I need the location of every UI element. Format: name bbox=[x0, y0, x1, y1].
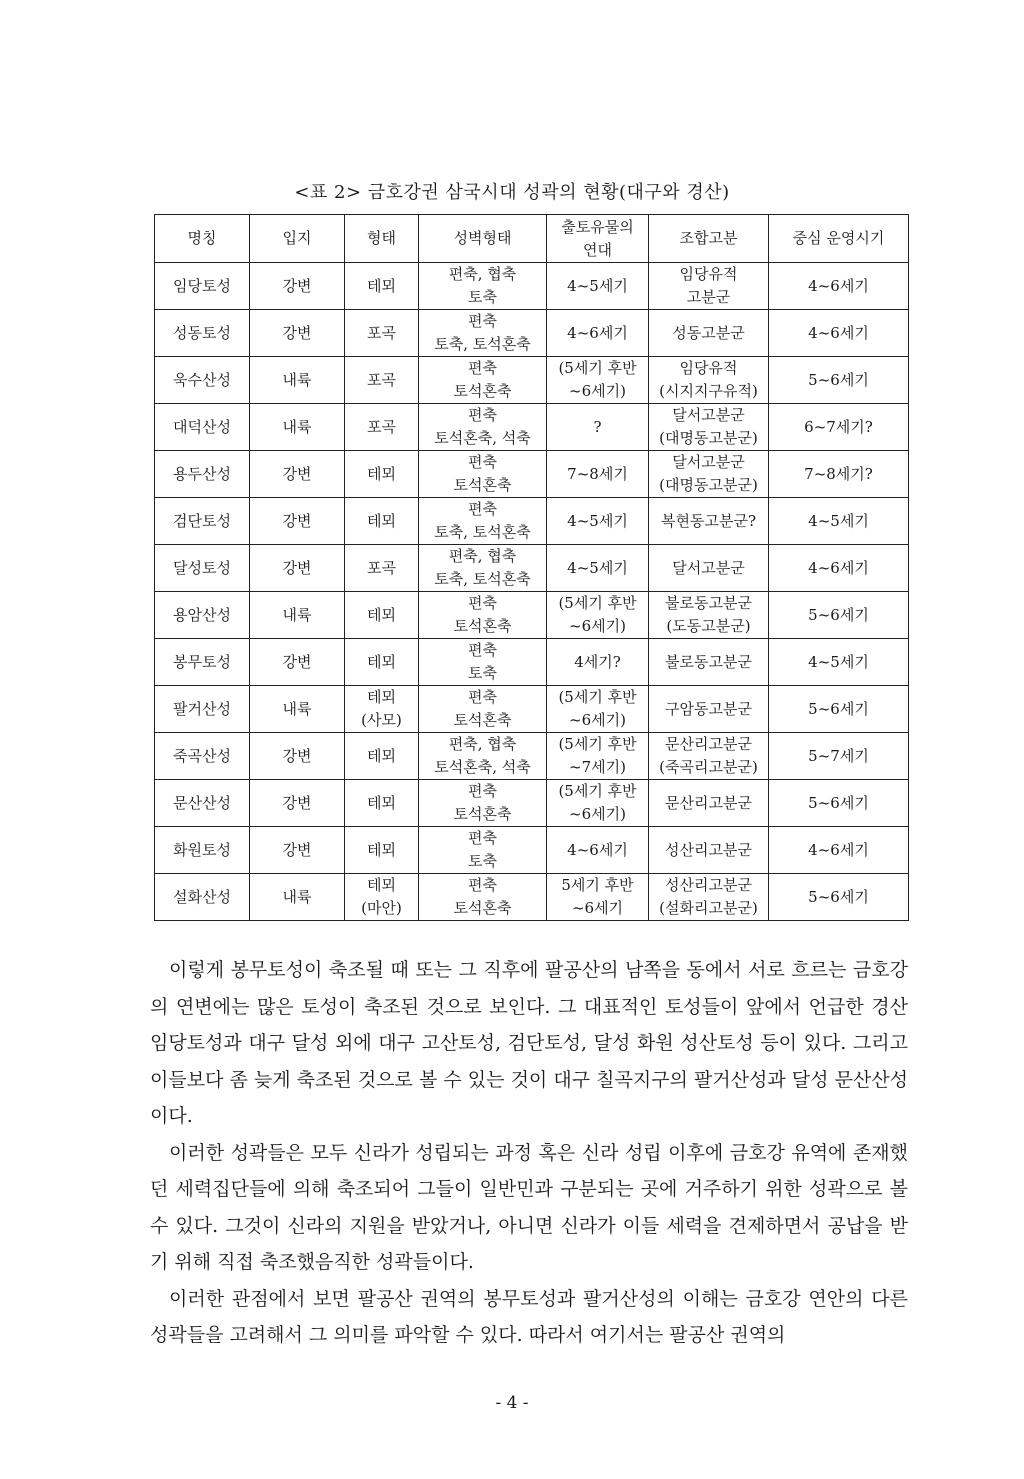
cell-text-line: 5~6세기 bbox=[808, 887, 869, 906]
column-header bbox=[769, 215, 909, 263]
cell-text-line: 4~5세기 bbox=[567, 276, 628, 295]
cell-text-line: 내륙 bbox=[282, 699, 312, 718]
table-cell bbox=[547, 498, 649, 545]
cell-text-line: 팔거산성 bbox=[173, 699, 231, 718]
table-cell bbox=[649, 780, 769, 827]
cell-text-line: 5세기 후반 bbox=[561, 876, 634, 894]
cell-text-line: 토석혼축 bbox=[453, 805, 512, 823]
cell-text-line: 임당유적 bbox=[679, 359, 738, 377]
table-cell bbox=[419, 874, 547, 921]
table-cell bbox=[547, 451, 649, 498]
cell-text-line: 4~6세기 bbox=[808, 276, 869, 295]
table-cell bbox=[345, 545, 419, 592]
table-cell bbox=[769, 733, 909, 780]
paragraph: 이렇게 봉무토성이 축조될 때 또는 그 직후에 팔공산의 남쪽을 동에서 서로 흐르는 금호강의 연변에는 많은 토성이 축조된 것으로 보인다. 그 대표적인 토성들이 앞에서 언급한 경산 임당토성과 대구 달성 외에 대구 고산토성, 검단토성, 달성 화원 성산토성 등이 있다. 그리고 이들보다 좀 늦게 축조된 것으로 볼 수 있는 것이 대구 칠곡지구의 팔거산성과 달성 문산산성이다. bbox=[150, 959, 908, 1127]
cell-text-line: (5세기 후반 bbox=[558, 594, 637, 612]
cell-text-line: 테뫼 bbox=[367, 464, 396, 483]
cell-text-line: 편축 bbox=[468, 406, 497, 424]
table-cell bbox=[769, 592, 909, 639]
cell-text-line: 강변 bbox=[282, 323, 312, 342]
cell-text-line: 용암산성 bbox=[173, 605, 231, 624]
cell-text-line: 4~6세기 bbox=[567, 840, 628, 859]
cell-text-line: 테뫼 bbox=[367, 876, 396, 894]
cell-text-line: 4~5세기 bbox=[808, 652, 869, 671]
cell-text-line: 토축, 토석혼축 bbox=[434, 335, 531, 353]
cell-text-line: 대덕산성 bbox=[173, 417, 231, 436]
table-cell bbox=[769, 263, 909, 310]
cell-text-line: 토석혼축, 석축 bbox=[434, 758, 531, 776]
table-cell bbox=[155, 498, 250, 545]
cell-text-line: 5~6세기 bbox=[808, 699, 869, 718]
table-cell bbox=[155, 357, 250, 404]
table-row bbox=[155, 639, 909, 686]
table-cell bbox=[250, 639, 345, 686]
table-cell bbox=[155, 639, 250, 686]
cell-text-line: 죽곡산성 bbox=[173, 746, 231, 765]
cell-text-line: (5세기 후반 bbox=[558, 359, 637, 377]
table-cell bbox=[649, 451, 769, 498]
table-cell bbox=[250, 357, 345, 404]
cell-text-line: 강변 bbox=[282, 840, 312, 859]
cell-text-line: 문산산성 bbox=[173, 793, 231, 812]
table-cell bbox=[250, 780, 345, 827]
cell-text-line: 토석혼축 bbox=[453, 617, 512, 635]
cell-text-line: 7~8세기 bbox=[567, 464, 628, 483]
cell-text-line: 테뫼 bbox=[367, 276, 396, 295]
cell-text-line: 토석혼축 bbox=[453, 899, 512, 917]
cell-text-line: 검단토성 bbox=[173, 511, 231, 530]
cell-text-line: 편축 bbox=[468, 876, 497, 894]
table-row bbox=[155, 592, 909, 639]
table-row bbox=[155, 404, 909, 451]
table-cell bbox=[155, 733, 250, 780]
table-caption: <표 2> 금호강권 삼국시대 성곽의 현황(대구와 경산) bbox=[294, 182, 730, 203]
table-cell bbox=[547, 639, 649, 686]
table-row bbox=[155, 780, 909, 827]
table-cell bbox=[155, 451, 250, 498]
table-cell bbox=[345, 733, 419, 780]
table-cell bbox=[345, 404, 419, 451]
cell-text-line: 토축, 토석혼축 bbox=[434, 523, 531, 541]
cell-text-line: 달성토성 bbox=[173, 558, 231, 577]
cell-text-line: (설화리고분군) bbox=[659, 899, 758, 917]
table-cell bbox=[345, 357, 419, 404]
cell-text-line: 테뫼 bbox=[367, 511, 396, 530]
cell-text-line: 편축 bbox=[468, 594, 497, 612]
cell-text-line: 내륙 bbox=[282, 887, 312, 906]
table-cell bbox=[649, 498, 769, 545]
cell-text-line: 강변 bbox=[282, 793, 312, 812]
cell-text-line: 설화산성 bbox=[173, 887, 231, 906]
table-cell bbox=[155, 404, 250, 451]
cell-text-line: 강변 bbox=[282, 558, 312, 577]
table-row bbox=[155, 498, 909, 545]
cell-text-line: 테뫼 bbox=[367, 840, 396, 859]
cell-text-line: 화원토성 bbox=[173, 840, 231, 859]
cell-text-line: 테뫼 bbox=[367, 605, 396, 624]
column-header bbox=[345, 215, 419, 263]
table-cell bbox=[345, 686, 419, 733]
cell-text-line: 7~8세기? bbox=[804, 464, 873, 483]
cell-text-line: 성벽형태 bbox=[453, 229, 512, 247]
table-cell bbox=[250, 733, 345, 780]
table-cell bbox=[345, 874, 419, 921]
table-cell bbox=[649, 639, 769, 686]
cell-text-line: 테뫼 bbox=[367, 793, 396, 812]
cell-text-line: 고분군 bbox=[686, 288, 731, 306]
cell-text-line: 포곡 bbox=[367, 370, 396, 389]
cell-text-line: 임당토성 bbox=[173, 276, 231, 295]
table-cell bbox=[250, 545, 345, 592]
castle-status-table bbox=[154, 214, 909, 921]
body-text bbox=[150, 952, 908, 1354]
table-row bbox=[155, 263, 909, 310]
table-cell bbox=[155, 310, 250, 357]
table-row bbox=[155, 357, 909, 404]
table-row bbox=[155, 733, 909, 780]
cell-text-line: 달서고분군 bbox=[672, 453, 745, 471]
table-cell bbox=[769, 545, 909, 592]
cell-text-line: ~6세기) bbox=[569, 617, 626, 635]
table-cell bbox=[345, 498, 419, 545]
cell-text-line: ? bbox=[593, 417, 602, 436]
table-cell bbox=[547, 263, 649, 310]
table-cell bbox=[155, 592, 250, 639]
table-cell bbox=[419, 827, 547, 874]
table-cell bbox=[769, 357, 909, 404]
table-cell bbox=[419, 263, 547, 310]
table-row bbox=[155, 451, 909, 498]
table-cell bbox=[419, 592, 547, 639]
cell-text-line: 강변 bbox=[282, 464, 312, 483]
cell-text-line: 조합고분 bbox=[679, 229, 738, 247]
cell-text-line: 편축 bbox=[468, 782, 497, 800]
table-cell bbox=[769, 310, 909, 357]
table-cell bbox=[419, 733, 547, 780]
table-cell bbox=[155, 874, 250, 921]
page-number: - 4 - bbox=[495, 1393, 529, 1413]
cell-text-line: 편축 bbox=[468, 359, 497, 377]
cell-text-line: 4~6세기 bbox=[567, 323, 628, 342]
cell-text-line: 편축 bbox=[468, 453, 497, 471]
table-cell bbox=[769, 498, 909, 545]
table-cell bbox=[649, 357, 769, 404]
table-cell bbox=[419, 451, 547, 498]
table-cell bbox=[547, 357, 649, 404]
paragraph: 이러한 성곽들은 모두 신라가 성립되는 과정 혹은 신라 성립 이후에 금호강 유역에 존재했던 세력집단들에 의해 축조되어 그들이 일반민과 구분되는 곳에 거주하기 위한 성곽으로 볼 수 있다. 그것이 신라의 지원을 받았거나, 아니면 신라가 이들 세력을 견제하면서 공납을 받기 위해 직접 축조했음직한 성곽들이다. bbox=[150, 1141, 908, 1273]
cell-text-line: (마안) bbox=[361, 899, 402, 917]
cell-text-line: 4~6세기 bbox=[808, 840, 869, 859]
table-row bbox=[155, 827, 909, 874]
table-row bbox=[155, 686, 909, 733]
cell-text-line: 성동토성 bbox=[173, 323, 231, 342]
table-cell bbox=[769, 404, 909, 451]
cell-text-line: (대명동고분군) bbox=[659, 429, 758, 447]
table-cell bbox=[345, 780, 419, 827]
table-cell bbox=[419, 639, 547, 686]
table-cell bbox=[345, 263, 419, 310]
paragraph: 이러한 관점에서 보면 팔공산 권역의 봉무토성과 팔거산성의 이해는 금호강 연안의 다른 성곽들을 고려해서 그 의미를 파악할 수 있다. 따라서 여기서는 팔공산 권역의 bbox=[150, 1287, 908, 1346]
cell-text-line: 토축 bbox=[468, 664, 497, 682]
table-cell bbox=[345, 592, 419, 639]
cell-text-line: 성산리고분군 bbox=[665, 876, 752, 894]
table-cell bbox=[250, 263, 345, 310]
table-body bbox=[155, 263, 909, 921]
cell-text-line: ~6세기 bbox=[571, 899, 624, 917]
cell-text-line: (시지지구유적) bbox=[659, 382, 758, 400]
cell-text-line: 내륙 bbox=[282, 417, 312, 436]
table-cell bbox=[547, 780, 649, 827]
table-cell bbox=[250, 451, 345, 498]
cell-text-line: 편축 bbox=[468, 312, 497, 330]
table-cell bbox=[155, 780, 250, 827]
cell-text-line: 포곡 bbox=[367, 558, 396, 577]
cell-text-line: 편축 bbox=[468, 829, 497, 847]
cell-text-line: 토축 bbox=[468, 288, 497, 306]
cell-text-line: 토축, 토석혼축 bbox=[434, 570, 531, 588]
table-cell bbox=[419, 310, 547, 357]
cell-text-line: 편축, 협축 bbox=[448, 547, 517, 565]
cell-text-line: 출토유물의 bbox=[561, 217, 634, 236]
table-cell bbox=[769, 639, 909, 686]
cell-text-line: 포곡 bbox=[367, 417, 396, 436]
table-cell bbox=[769, 827, 909, 874]
cell-text-line: 강변 bbox=[282, 746, 312, 765]
cell-text-line: 편축, 협축 bbox=[448, 735, 517, 753]
cell-text-line: 테뫼 bbox=[367, 652, 396, 671]
cell-text-line: 용두산성 bbox=[173, 464, 231, 483]
table-cell bbox=[649, 686, 769, 733]
cell-text-line: ~6세기) bbox=[569, 711, 626, 729]
table-cell bbox=[547, 733, 649, 780]
cell-text-line: 편축 bbox=[468, 500, 497, 518]
table-cell bbox=[419, 357, 547, 404]
cell-text-line: 4~5세기 bbox=[567, 511, 628, 530]
table-cell bbox=[345, 310, 419, 357]
table-cell bbox=[547, 874, 649, 921]
table-cell bbox=[250, 874, 345, 921]
cell-text-line: 구암동고분군 bbox=[665, 699, 752, 718]
table-cell bbox=[155, 545, 250, 592]
cell-text-line: (사모) bbox=[361, 711, 402, 729]
cell-text-line: 5~7세기 bbox=[808, 746, 869, 765]
cell-text-line: 5~6세기 bbox=[808, 605, 869, 624]
cell-text-line: 불로동고분군 bbox=[665, 594, 752, 612]
cell-text-line: 4세기? bbox=[574, 652, 621, 671]
cell-text-line: 중심 운영시기 bbox=[792, 229, 885, 247]
cell-text-line: 강변 bbox=[282, 511, 312, 530]
table-cell bbox=[547, 827, 649, 874]
cell-text-line: 5~6세기 bbox=[808, 793, 869, 812]
cell-text-line: 편축 bbox=[468, 641, 497, 659]
cell-text-line: 4~5세기 bbox=[808, 511, 869, 530]
cell-text-line: 명칭 bbox=[187, 229, 217, 247]
cell-text-line: (도동고분군) bbox=[666, 617, 751, 635]
table-cell bbox=[649, 733, 769, 780]
column-header bbox=[649, 215, 769, 263]
cell-text-line: 5~6세기 bbox=[808, 370, 869, 389]
table-cell bbox=[649, 827, 769, 874]
table-cell bbox=[419, 686, 547, 733]
cell-text-line: 욱수산성 bbox=[173, 370, 231, 389]
cell-text-line: (대명동고분군) bbox=[659, 476, 758, 494]
table-cell bbox=[419, 780, 547, 827]
table-cell bbox=[649, 263, 769, 310]
cell-text-line: 토석혼축 bbox=[453, 382, 512, 400]
cell-text-line: ~6세기) bbox=[569, 805, 626, 823]
table-cell bbox=[547, 686, 649, 733]
column-header bbox=[250, 215, 345, 263]
cell-text-line: (5세기 후반 bbox=[558, 688, 637, 706]
cell-text-line: 편축 bbox=[468, 688, 497, 706]
cell-text-line: 연대 bbox=[583, 240, 612, 259]
cell-text-line: 강변 bbox=[282, 276, 312, 295]
table-cell bbox=[250, 498, 345, 545]
cell-text-line: 토축 bbox=[468, 852, 497, 870]
table-row bbox=[155, 874, 909, 921]
column-header bbox=[547, 215, 649, 263]
table-cell bbox=[250, 404, 345, 451]
table-cell bbox=[547, 545, 649, 592]
table-cell bbox=[419, 545, 547, 592]
cell-text-line: 4~5세기 bbox=[567, 558, 628, 577]
table-header-row bbox=[155, 215, 909, 263]
cell-text-line: 내륙 bbox=[282, 370, 312, 389]
cell-text-line: 성동고분군 bbox=[672, 323, 745, 342]
cell-text-line: 토석혼축 bbox=[453, 711, 512, 729]
cell-text-line: (5세기 후반 bbox=[558, 735, 637, 753]
table-cell bbox=[345, 451, 419, 498]
cell-text-line: 문산리고분군 bbox=[665, 793, 752, 812]
cell-text-line: 토석혼축 bbox=[453, 476, 512, 494]
table-row bbox=[155, 310, 909, 357]
cell-text-line: 강변 bbox=[282, 652, 312, 671]
cell-text-line: ~6세기) bbox=[569, 382, 626, 400]
table-cell bbox=[769, 451, 909, 498]
table-cell bbox=[250, 310, 345, 357]
table-cell bbox=[155, 827, 250, 874]
table-cell bbox=[649, 404, 769, 451]
cell-text-line: (죽곡리고분군) bbox=[659, 758, 758, 776]
cell-text-line: 테뫼 bbox=[367, 746, 396, 765]
table-cell bbox=[547, 310, 649, 357]
table-cell bbox=[250, 686, 345, 733]
table-row bbox=[155, 545, 909, 592]
table-cell bbox=[769, 780, 909, 827]
cell-text-line: 4~6세기 bbox=[808, 558, 869, 577]
table-cell bbox=[547, 592, 649, 639]
cell-text-line: 토석혼축, 석축 bbox=[434, 429, 531, 447]
cell-text-line: 성산리고분군 bbox=[665, 840, 752, 859]
cell-text-line: 봉무토성 bbox=[173, 652, 231, 671]
cell-text-line: 불로동고분군 bbox=[665, 652, 752, 671]
cell-text-line: 복현동고분군? bbox=[661, 511, 756, 530]
cell-text-line: 편축, 협축 bbox=[448, 265, 517, 283]
cell-text-line: 테뫼 bbox=[367, 688, 396, 706]
table-cell bbox=[345, 639, 419, 686]
cell-text-line: 포곡 bbox=[367, 323, 396, 342]
cell-text-line: 임당유적 bbox=[679, 265, 738, 283]
cell-text-line: ~7세기) bbox=[569, 758, 626, 776]
cell-text-line: 입지 bbox=[282, 229, 312, 247]
cell-text-line: (5세기 후반 bbox=[558, 782, 637, 800]
table-cell bbox=[649, 592, 769, 639]
table-cell bbox=[345, 827, 419, 874]
cell-text-line: 달서고분군 bbox=[672, 406, 745, 424]
cell-text-line: 내륙 bbox=[282, 605, 312, 624]
cell-text-line: 형태 bbox=[367, 229, 396, 247]
table-cell bbox=[155, 263, 250, 310]
table-cell bbox=[419, 404, 547, 451]
table-cell bbox=[155, 686, 250, 733]
table-cell bbox=[649, 545, 769, 592]
cell-text-line: 4~6세기 bbox=[808, 323, 869, 342]
column-header bbox=[419, 215, 547, 263]
table-cell bbox=[250, 592, 345, 639]
table-cell bbox=[649, 310, 769, 357]
table-cell bbox=[547, 404, 649, 451]
cell-text-line: 6~7세기? bbox=[804, 417, 873, 436]
cell-text-line: 문산리고분군 bbox=[665, 735, 752, 753]
table-cell bbox=[250, 827, 345, 874]
table-cell bbox=[419, 498, 547, 545]
table-cell bbox=[769, 874, 909, 921]
table-cell bbox=[649, 874, 769, 921]
cell-text-line: 달서고분군 bbox=[672, 558, 745, 577]
table-cell bbox=[769, 686, 909, 733]
column-header bbox=[155, 215, 250, 263]
